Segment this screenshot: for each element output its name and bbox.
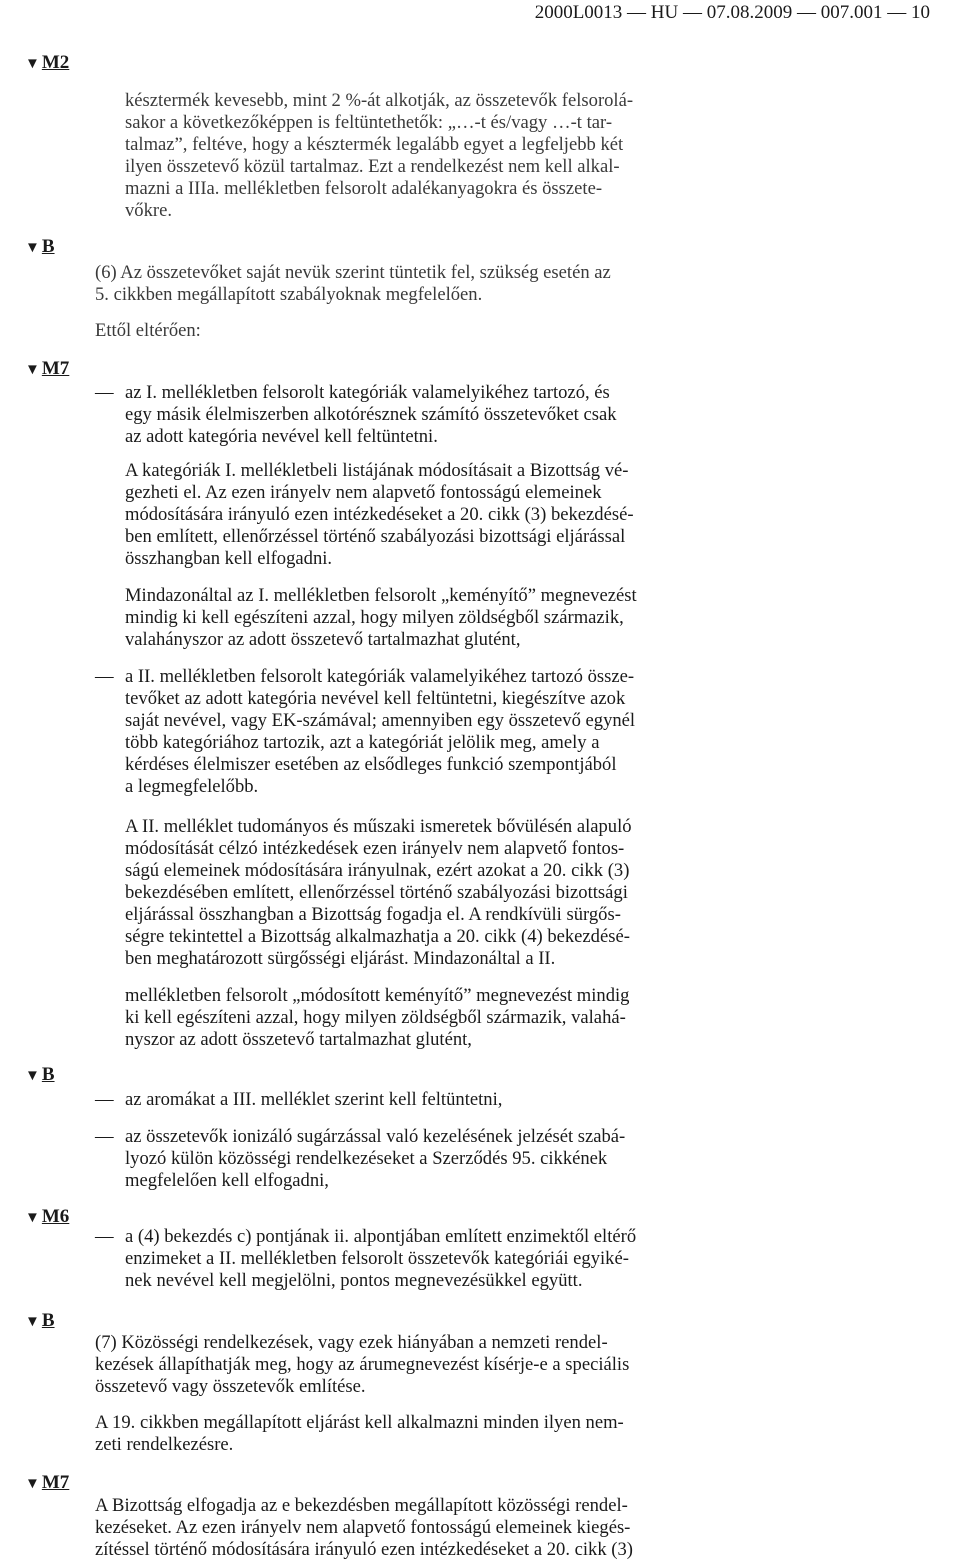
paragraph: A 19. cikkben megállapított eljárást kell alkalmazni minden ilyen nem- zeti rendelkezésre. (95, 1412, 624, 1455)
triangle-down-icon: ▼ (25, 362, 40, 378)
triangle-down-icon: ▼ (25, 56, 40, 72)
amendment-marker-b: ▼ B (25, 1310, 55, 1331)
paragraph: A kategóriák I. mellékletbeli listájának módosításait a Bizottság vé- gezheti el. Az ezen irányelv nem alapvető fontosságú elemeinek módosítására irányuló ezen intézkedéseket a 20. cikk (3) bekezdésé- ben említett, ellenőrzéssel történő szabályozási bizottsági eljárással összhangban kell elfogadni. (125, 460, 634, 569)
triangle-down-icon: ▼ (25, 1210, 40, 1226)
list-item: az aromákat a III. melléklet szerint kell feltüntetni, (125, 1089, 503, 1110)
amendment-marker-m6: ▼ M6 (25, 1206, 70, 1227)
triangle-down-icon: ▼ (25, 1476, 40, 1492)
triangle-down-icon: ▼ (25, 240, 40, 256)
paragraph: A Bizottság elfogadja az e bekezdésben megállapított közösségi rendel- kezéseket. Az ezen irányelv nem alapvető fontosságú elemeinek kiegés- zítéssel történő módosítására irányuló ezen intézkedéseket a 20. cikk (3) (95, 1495, 633, 1560)
list-dash: — (95, 1089, 114, 1110)
amendment-marker-b: ▼ B (25, 236, 55, 257)
amendment-marker-m7: ▼ M7 (25, 358, 70, 379)
list-item: az I. mellékletben felsorolt kategóriák valamelyikéhez tartozó, és egy másik élelmiszerben alkotórésznek számító összetevőket csak az adott kategória nevével kell feltüntetni. (125, 382, 617, 447)
amendment-marker-m7: ▼ M7 (25, 1472, 70, 1493)
list-item: a (4) bekezdés c) pontjának ii. alpontjában említett enzimektől eltérő enzimeket a II. mellékletben felsorolt összetevők kategóriái egyiké- nek nevével kell megjelölni, pontos megnevezésükkel együtt. (125, 1226, 637, 1291)
list-dash: — (95, 1226, 114, 1247)
paragraph: Ettől eltérően: (95, 320, 201, 341)
page-header: 2000L0013 — HU — 07.08.2009 — 007.001 — 10 (534, 2, 930, 23)
paragraph: mellékletben felsorolt „módosított keményítő” megnevezést mindig ki kell egészíteni azzal, hogy milyen zöldségből származik, valahá- nyszor az adott összetevő tartalmazhat glutént, (125, 985, 630, 1050)
list-dash: — (95, 382, 114, 403)
paragraph: A II. melléklet tudományos és műszaki ismeretek bővülésén alapuló módosítását célzó intézkedések ezen irányelv nem alapvető fontos- ságú elemeinek módosítására irányulnak, ezért azokat a 20. cikk (3) bekezdésében említett, ellenőrzéssel történő szabályozási bizottsági eljárással összhangban a Bizottság fogadja el. A rendkívüli sürgős- ségre tekintettel a Bizottság alkalmazhatja a 20. cikk (4) bekezdésé- ben meghatározott sürgősségi eljárást. Mindazonáltal a II. (125, 816, 632, 969)
paragraph: késztermék kevesebb, mint 2 %-át alkotják, az összetevők felsorolá- sakor a következőképpen is feltüntethetők: „…-t és/vagy …-t tar- talmaz”, feltéve, hogy a késztermék legalább egyet a legfeljebb két ilyen összetevő közül tartalmaz. Ezt a rendelkezést nem kell alkal- mazni a IIIa. mellékletben felsorolt adalékanyagokra és összete- vőkre. (125, 90, 634, 221)
list-item: az összetevők ionizáló sugárzással való kezelésének jelzését szabá- lyozó külön közösségi rendelkezéseket a Szerződés 95. cikkének megfelelően kell elfogadni, (125, 1126, 626, 1191)
list-item: a II. mellékletben felsorolt kategóriák valamelyikéhez tartozó össze- tevőket az adott kategória nevével kell feltüntetni, kiegészítve azok saját nevével, vagy EK-számával; amennyiben egy összetevő egynél több kategóriához tartozik, azt a kategóriát jelölik meg, amely a kérdéses élelmiszer esetében az elsődleges funkció szempontjából a legmegfelelőbb. (125, 666, 636, 797)
paragraph-6: (6) Az összetevőket saját nevük szerint tüntetik fel, szükség esetén az 5. cikkben megállapított szabályoknak megfelelően. (95, 262, 611, 305)
list-dash: — (95, 666, 114, 687)
paragraph-7: (7) Közösségi rendelkezések, vagy ezek hiányában a nemzeti rendel- kezések állapíthatják meg, hogy az árumegnevezést kísérje-e a speciális összetevő vagy összetevők említése. (95, 1332, 630, 1397)
amendment-marker-m2: ▼ M2 (25, 52, 70, 73)
paragraph: Mindazonáltal az I. mellékletben felsorolt „keményítő” megnevezést mindig ki kell egészíteni azzal, hogy milyen zöldségből származik, valahányszor az adott összetevő tartalmazhat glutént, (125, 585, 637, 650)
list-dash: — (95, 1126, 114, 1147)
triangle-down-icon: ▼ (25, 1068, 40, 1084)
amendment-marker-b: ▼ B (25, 1064, 55, 1085)
triangle-down-icon: ▼ (25, 1314, 40, 1330)
